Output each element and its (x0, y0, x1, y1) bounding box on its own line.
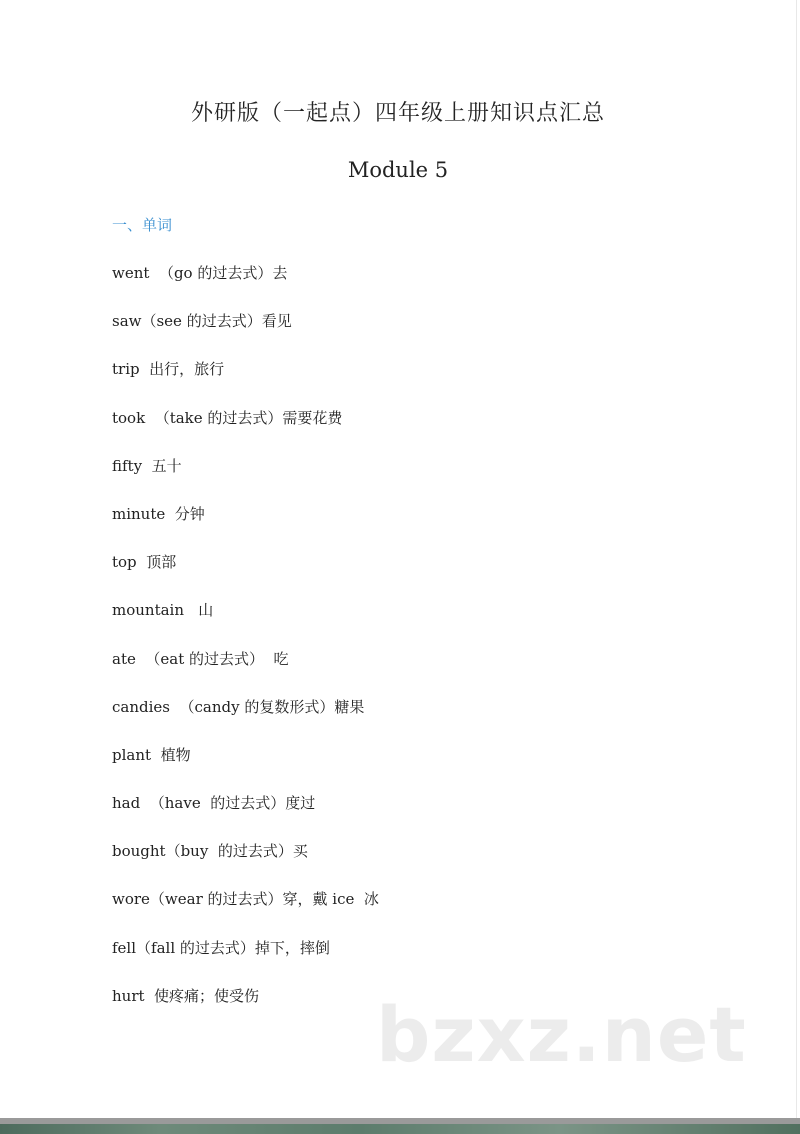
vocabulary-item: candies （candy 的复数形式）糖果 (112, 697, 365, 716)
vocabulary-item: fell（fall 的过去式）掉下，摔倒 (112, 938, 330, 957)
vocabulary-list (112, 262, 379, 1033)
vocabulary-item: plant 植物 (112, 745, 191, 764)
watermark: bzxz.net (376, 990, 747, 1079)
vocabulary-item: bought（buy 的过去式）买 (112, 842, 308, 861)
background-strip (0, 1124, 800, 1134)
vocabulary-item: went （go 的过去式）去 (112, 264, 288, 282)
vocabulary-item: saw（see 的过去式）看见 (112, 312, 292, 331)
vocabulary-item: fifty 五十 (112, 456, 182, 475)
section-heading-vocabulary: 一、单词 (112, 216, 173, 234)
vocabulary-item: mountain 山 (112, 601, 214, 620)
module-heading: Module 5 (347, 158, 449, 182)
vocabulary-item: trip 出行，旅行 (112, 360, 225, 379)
vocabulary-item: hurt 使疼痛；使受伤 (112, 986, 260, 1005)
vocabulary-item: took （take 的过去式）需要花费 (112, 408, 343, 427)
vocabulary-item: had （have 的过去式）度过 (112, 794, 316, 813)
vocabulary-item: minute 分钟 (112, 504, 205, 523)
document-title: 外研版（一起点）四年级上册知识点汇总 (190, 101, 605, 126)
vocabulary-item: wore（wear 的过去式）穿，戴 ice 冰 (112, 890, 379, 909)
vocabulary-item: top 顶部 (112, 553, 177, 572)
vocabulary-item: ate （eat 的过去式） 吃 (112, 649, 289, 668)
